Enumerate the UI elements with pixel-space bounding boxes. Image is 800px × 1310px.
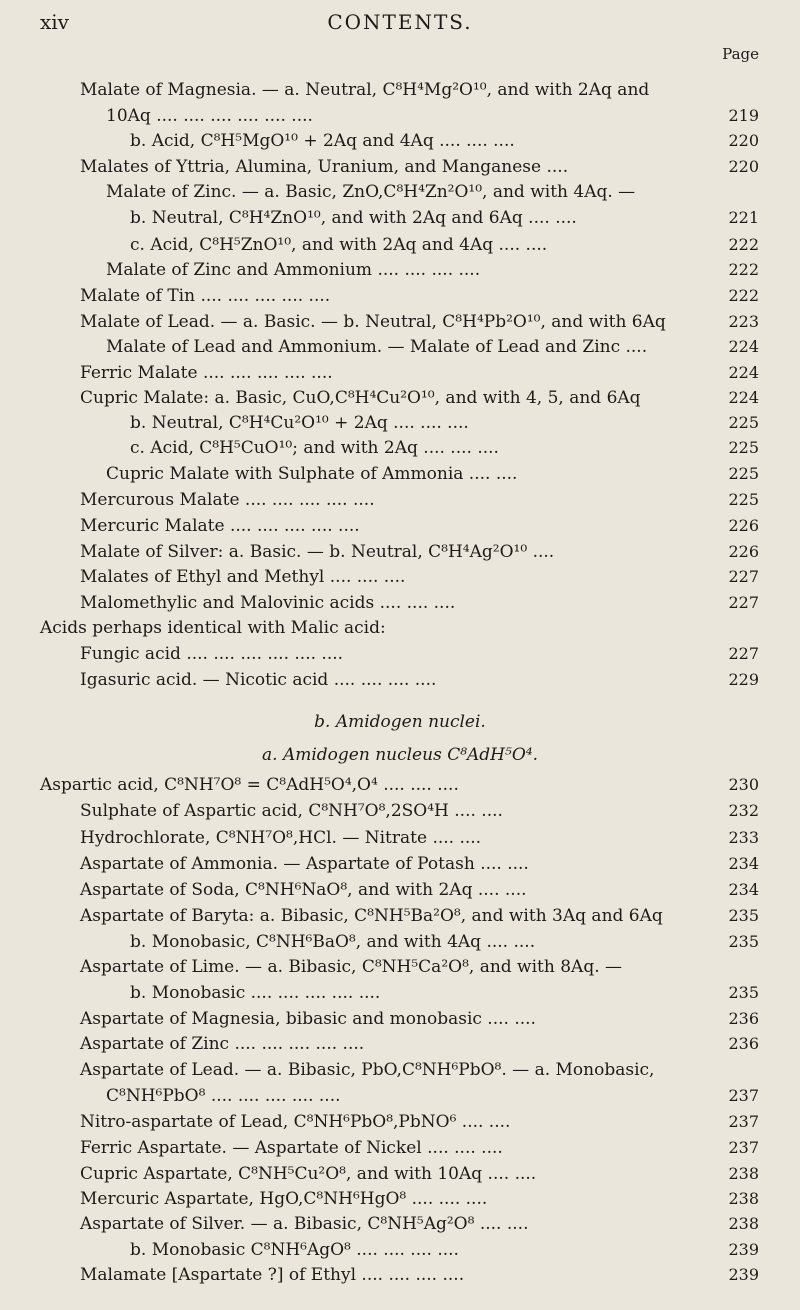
toc-entry-text: Aspartate of Soda, C⁸NH⁶NaO⁸, and with 2Aq .... ....: [80, 880, 527, 900]
toc-page-number: 220: [728, 131, 759, 150]
toc-row: [0, 709, 800, 735]
toc-row: [0, 1057, 800, 1083]
toc-page-number: 222: [728, 286, 759, 305]
toc-page-number: 238: [728, 1164, 759, 1183]
toc-entry-text: Aspartic acid, C⁸NH⁷O⁸ = C⁸AdH⁵O⁴,O⁴ .... .... ....: [40, 775, 459, 795]
toc-row: [0, 257, 800, 283]
toc-row: [0, 954, 800, 980]
toc-row: [0, 929, 800, 955]
toc-page-number: 236: [728, 1034, 759, 1053]
toc-page-number: 236: [728, 1009, 759, 1028]
toc-entry-text: Cupric Malate with Sulphate of Ammonia .... ....: [106, 464, 518, 484]
toc-page-number: 219: [728, 106, 759, 125]
toc-entry-text: a. Amidogen nucleus C⁸AdH⁵O⁴.: [262, 745, 538, 765]
page-number: xiv: [40, 10, 69, 34]
toc-entry-text: Malate of Zinc. — a. Basic, ZnO,C⁸H⁴Zn²O¹⁰, and with 4Aq. —: [106, 182, 636, 202]
toc-entry-text: Acids perhaps identical with Malic acid:: [40, 618, 386, 638]
toc-page-number: 225: [728, 438, 759, 457]
toc-entry-text: b. Amidogen nuclei.: [314, 712, 486, 732]
toc-page-number: 220: [728, 157, 759, 176]
toc-entry-text: Ferric Malate .... .... .... .... ....: [80, 363, 333, 383]
toc-page-number: 227: [728, 567, 759, 586]
toc-page-number: 225: [728, 413, 759, 432]
toc-entry-text: Cupric Aspartate, C⁸NH⁵Cu²O⁸, and with 10Aq .... ....: [80, 1164, 537, 1184]
toc-entry-text: Aspartate of Zinc .... .... .... .... ....: [80, 1034, 365, 1054]
toc-entry-text: b. Neutral, C⁸H⁴Cu²O¹⁰ + 2Aq .... .... ....: [130, 413, 469, 433]
toc-entry-text: C⁸NH⁶PbO⁸ .... .... .... .... ....: [106, 1086, 341, 1106]
toc-row: [0, 539, 800, 565]
toc-row: [0, 1211, 800, 1237]
toc-row: [0, 487, 800, 513]
toc-row: [0, 742, 800, 768]
toc-entry-text: Cupric Malate: a. Basic, CuO,C⁸H⁴Cu²O¹⁰, and with 4, 5, and 6Aq: [80, 388, 641, 408]
toc-entry-text: Igasuric acid. — Nicotic acid .... .... .... ....: [80, 670, 437, 690]
toc-entry-text: c. Acid, C⁸H⁵ZnO¹⁰, and with 2Aq and 4Aq .... ....: [130, 235, 548, 255]
toc-page-number: 224: [728, 337, 759, 356]
toc-entry-text: 10Aq .... .... .... .... .... ....: [106, 106, 313, 126]
toc-row: [0, 128, 800, 154]
toc-entry-text: b. Monobasic .... .... .... .... ....: [130, 983, 381, 1003]
toc-row: [0, 825, 800, 851]
toc-entry-text: Aspartate of Ammonia. — Aspartate of Potash .... ....: [80, 854, 529, 874]
toc-entry-text: Mercuric Malate .... .... .... .... ....: [80, 516, 360, 536]
toc-row: [0, 103, 800, 129]
toc-page-number: 221: [728, 208, 759, 227]
toc-row: [0, 154, 800, 180]
toc-row: [0, 77, 800, 103]
toc-row: [0, 461, 800, 487]
toc-row: [0, 564, 800, 590]
toc-entry-text: Aspartate of Lead. — a. Bibasic, PbO,C⁸NH⁶PbO⁸. — a. Monobasic,: [80, 1060, 655, 1080]
toc-page-number: 225: [728, 464, 759, 483]
toc-page-number: 225: [728, 490, 759, 509]
toc-row: [0, 205, 800, 231]
toc-entry-text: Malate of Magnesia. — a. Neutral, C⁸H⁴Mg²O¹⁰, and with 2Aq and: [80, 80, 650, 100]
toc-page-number: 222: [728, 260, 759, 279]
toc-row: [0, 1262, 800, 1288]
toc-entry-text: Mercuric Aspartate, HgO,C⁸NH⁶HgO⁸ .... .... ....: [80, 1189, 488, 1209]
page-title: CONTENTS.: [327, 10, 473, 34]
toc-page-number: 237: [728, 1138, 759, 1157]
toc-row: [0, 334, 800, 360]
toc-row: [0, 1135, 800, 1161]
toc-entry-text: b. Monobasic, C⁸NH⁶BaO⁸, and with 4Aq .... ....: [130, 932, 536, 952]
toc-page-number: 223: [728, 312, 759, 331]
toc-entry-text: Nitro-aspartate of Lead, C⁸NH⁶PbO⁸,PbNO⁶ .... ....: [80, 1112, 511, 1132]
toc-entry-text: Malates of Yttria, Alumina, Uranium, and Manganese ....: [80, 157, 569, 177]
toc-entry-text: b. Monobasic C⁸NH⁶AgO⁸ .... .... .... ....: [130, 1240, 459, 1260]
toc-row: [0, 798, 800, 824]
toc-row: [0, 851, 800, 877]
toc-row: [0, 410, 800, 436]
toc-page-number: 234: [728, 854, 759, 873]
toc-page-number: 224: [728, 388, 759, 407]
toc-page-number: 238: [728, 1189, 759, 1208]
toc-page-number: 224: [728, 363, 759, 382]
toc-page-number: 234: [728, 880, 759, 899]
toc-entry-text: c. Acid, C⁸H⁵CuO¹⁰; and with 2Aq .... .... ....: [130, 438, 499, 458]
toc-row: [0, 232, 800, 258]
toc-row: [0, 1109, 800, 1135]
toc-page-number: 238: [728, 1214, 759, 1233]
toc-row: [0, 1006, 800, 1032]
toc-entry-text: Malamate [Aspartate ?] of Ethyl .... .... .... ....: [80, 1265, 465, 1285]
toc-page-number: 227: [728, 593, 759, 612]
toc-entry-text: Aspartate of Silver. — a. Bibasic, C⁸NH⁵Ag²O⁸ .... ....: [80, 1214, 529, 1234]
toc-entry-text: Mercurous Malate .... .... .... .... ....: [80, 490, 375, 510]
toc-page-number: 222: [728, 235, 759, 254]
toc-row: [0, 667, 800, 693]
toc-row: [0, 772, 800, 798]
toc-page-number: 233: [728, 828, 759, 847]
page-header: [40, 6, 760, 36]
toc-page-number: 226: [728, 542, 759, 561]
toc-page-number: 237: [728, 1112, 759, 1131]
toc-entry-text: Malate of Silver: a. Basic. — b. Neutral, C⁸H⁴Ag²O¹⁰ ....: [80, 542, 555, 562]
toc-page-number: 235: [728, 932, 759, 951]
toc-row: [0, 1031, 800, 1057]
toc-entry-text: Sulphate of Aspartic acid, C⁸NH⁷O⁸,2SO⁴H .... ....: [80, 801, 503, 821]
toc-page-number: 230: [728, 775, 759, 794]
toc-entry-text: Hydrochlorate, C⁸NH⁷O⁸,HCl. — Nitrate .... ....: [80, 828, 482, 848]
toc-entry-text: b. Acid, C⁸H⁵MgO¹⁰ + 2Aq and 4Aq .... .... ....: [130, 131, 515, 151]
toc-row: [0, 1186, 800, 1212]
toc-row: [0, 1237, 800, 1263]
toc-row: [0, 385, 800, 411]
toc-page-number: 227: [728, 644, 759, 663]
toc-row: [0, 1083, 800, 1109]
toc-row: [0, 903, 800, 929]
toc-page-number: 229: [728, 670, 759, 689]
toc-row: [0, 360, 800, 386]
toc-row: [0, 179, 800, 205]
toc-row: [0, 641, 800, 667]
toc-entry-text: Aspartate of Lime. — a. Bibasic, C⁸NH⁵Ca²O⁸, and with 8Aq. —: [80, 957, 623, 977]
toc-entry-text: Malate of Zinc and Ammonium .... .... .... ....: [106, 260, 481, 280]
toc-entry-text: Malate of Lead. — a. Basic. — b. Neutral, C⁸H⁴Pb²O¹⁰, and with 6Aq: [80, 312, 666, 332]
toc-row: [0, 513, 800, 539]
toc-entry-text: Aspartate of Baryta: a. Bibasic, C⁸NH⁵Ba²O⁸, and with 3Aq and 6Aq: [80, 906, 663, 926]
toc-row: [0, 309, 800, 335]
toc-entry-text: b. Neutral, C⁸H⁴ZnO¹⁰, and with 2Aq and 6Aq .... ....: [130, 208, 577, 228]
toc-entry-text: Malates of Ethyl and Methyl .... .... ....: [80, 567, 406, 587]
toc-page-number: 235: [728, 906, 759, 925]
toc-page-number: 235: [728, 983, 759, 1002]
toc-row: [0, 615, 800, 641]
page-column-label: Page: [722, 45, 759, 63]
toc-entry-text: Ferric Aspartate. — Aspartate of Nickel .... .... ....: [80, 1138, 503, 1158]
toc-entry-text: Aspartate of Magnesia, bibasic and monobasic .... ....: [80, 1009, 536, 1029]
toc-page-number: 237: [728, 1086, 759, 1105]
toc-entry-text: Malate of Tin .... .... .... .... ....: [80, 286, 331, 306]
toc-page-number: 239: [728, 1240, 759, 1259]
toc-entry-text: Malomethylic and Malovinic acids .... .... ....: [80, 593, 456, 613]
toc-row: [0, 980, 800, 1006]
toc-row: [0, 877, 800, 903]
toc-entry-text: Fungic acid .... .... .... .... .... ....: [80, 644, 344, 664]
toc-page-number: 239: [728, 1265, 759, 1284]
toc-row: [0, 1161, 800, 1187]
toc-row: [0, 283, 800, 309]
toc-page-number: 232: [728, 801, 759, 820]
toc-page-number: 226: [728, 516, 759, 535]
toc-entry-text: Malate of Lead and Ammonium. — Malate of Lead and Zinc ....: [106, 337, 648, 357]
toc-row: [0, 435, 800, 461]
toc-row: [0, 590, 800, 616]
